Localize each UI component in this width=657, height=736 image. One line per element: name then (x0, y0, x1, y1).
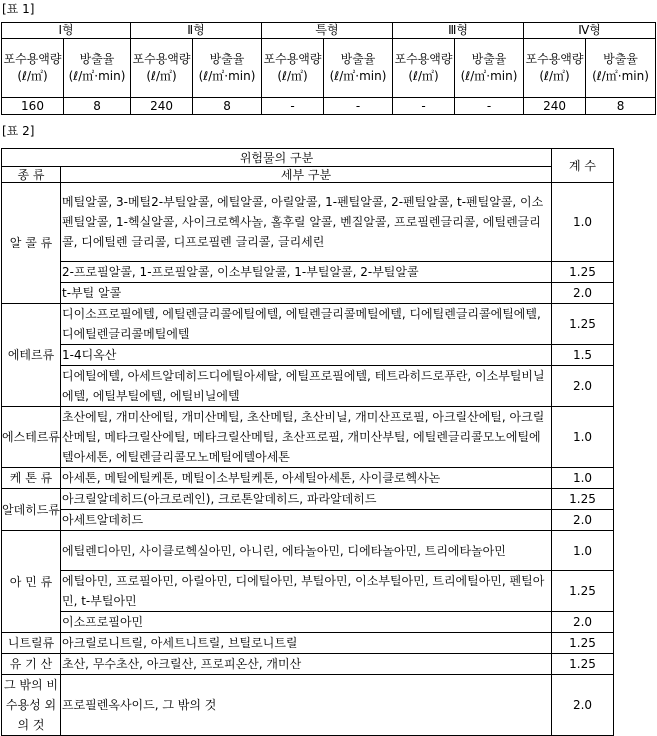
category-cell: 에테르류 (2, 304, 61, 407)
table-row (2, 366, 614, 407)
detail-header: 세부 구분 (61, 167, 552, 183)
coefficient-cell: 1.0 (552, 531, 614, 571)
table-row (2, 304, 614, 345)
detail-cell: 디에틸에텔, 아세트알데히드디에틸아세탈, 에틸프로필에텔, 테트라히드로푸란, 이소부틸비닐에텔, 에틸부틸에텔, 에틸비닐에텔 (61, 366, 552, 407)
table-row (2, 262, 614, 283)
sub-header-row (2, 39, 656, 98)
discharge-rate-header: 방출율 (ℓ/㎡·min) (586, 39, 656, 98)
coefficient-cell: 1.0 (552, 407, 614, 468)
table2-caption: [표 2] (2, 124, 35, 138)
table-row (2, 489, 614, 510)
table-row (2, 633, 614, 654)
category-cell: 에스테르류 (2, 407, 61, 468)
table-row (2, 612, 614, 633)
table-row (2, 345, 614, 366)
category-cell: 알 콜 류 (2, 183, 61, 304)
detail-cell: 프로필렌옥사이드, 그 밖의 것 (61, 675, 552, 736)
detail-cell: 아크릴로니트릴, 아세트니트릴, 브틸로니트릴 (61, 633, 552, 654)
table-row (2, 571, 614, 612)
detail-cell: 이소프로필아민 (61, 612, 552, 633)
table-row (2, 531, 614, 571)
value-cell: - (324, 98, 393, 115)
foam-quantity-header: 포수용액량 (ℓ/㎡) (524, 39, 586, 98)
table-row (2, 675, 614, 736)
value-cell: 8 (193, 98, 262, 115)
coefficient-cell: 1.5 (552, 345, 614, 366)
coefficient-cell: 1.25 (552, 571, 614, 612)
detail-cell: 아세트알데히드 (61, 510, 552, 531)
group-header-type4: Ⅳ형 (524, 23, 656, 39)
table-row (2, 183, 614, 262)
group-header-type2: Ⅱ형 (131, 23, 262, 39)
detail-cell: 2-프로필알콜, 1-프로필알콜, 이소부틸알콜, 1-부틸알콜, 2-부틸알콜 (61, 262, 552, 283)
coefficient-cell: 2.0 (552, 675, 614, 736)
detail-cell: 메틸알콜, 3-메틸2-부틸알콜, 에틸알콜, 아릴알콜, 1-펜틸알콜, 2-펜틸알콜, t-펜틸알콜, 이소펜틸알콜, 1-헥실알콜, 사이크로헥사놀, 홀후릴 알콜, 벤질알콜, 프로필렌글리콜, 에틸렌글리콜, 디에틸렌 글리콜, 디프로필렌 글리콜, 글리세린 (61, 183, 552, 262)
coefficient-cell: 2.0 (552, 510, 614, 531)
value-cell: 160 (2, 98, 64, 115)
foam-quantity-header: 포수용액량 (ℓ/㎡) (262, 39, 324, 98)
coefficient-cell: 1.25 (552, 633, 614, 654)
value-row (2, 98, 656, 115)
coefficient-cell: 1.25 (552, 304, 614, 345)
hazmat-coefficient-table (1, 148, 614, 736)
detail-cell: t-부틸 알콜 (61, 283, 552, 304)
table-row (2, 654, 614, 675)
table-row (2, 510, 614, 531)
group-header-type3: Ⅲ형 (393, 23, 524, 39)
coefficient-cell: 1.25 (552, 489, 614, 510)
value-cell: 240 (131, 98, 193, 115)
foam-discharge-table (1, 22, 656, 115)
value-cell: 8 (586, 98, 656, 115)
discharge-rate-header: 방출율 (ℓ/㎡·min) (455, 39, 524, 98)
foam-quantity-header: 포수용액량 (ℓ/㎡) (393, 39, 455, 98)
foam-quantity-header: 포수용액량 (ℓ/㎡) (2, 39, 64, 98)
category-cell: 케 톤 류 (2, 468, 61, 489)
detail-cell: 에틸아민, 프로필아민, 아릴아민, 디에틸아민, 부틸아민, 이소부틸아민, 트리에틸아민, 펜틸아민, t-부틸아민 (61, 571, 552, 612)
value-cell: - (262, 98, 324, 115)
category-cell: 그 밖의 비수용성 외의 것 (2, 675, 61, 736)
coefficient-cell: 1.0 (552, 468, 614, 489)
category-cell: 알데히드류 (2, 489, 61, 531)
table-row (2, 407, 614, 468)
detail-cell: 초산에틸, 개미산에틸, 개미산메틸, 초산메틸, 초산비닐, 개미산프로필, 아크릴산에틸, 아크릴산메틸, 메타크릴산에틸, 메타크릴산메틸, 초산프로필, 개미산부틸, 에틸렌글리콜모노에틸에텔아세톤, 에틸렌글리콜모노메틸에텔아세톤 (61, 407, 552, 468)
coefficient-header: 계 수 (552, 149, 614, 183)
value-cell: 240 (524, 98, 586, 115)
coefficient-cell: 1.0 (552, 183, 614, 262)
value-cell: - (455, 98, 524, 115)
type-header: 종 류 (2, 167, 61, 183)
category-cell: 니트릴류 (2, 633, 61, 654)
foam-quantity-header: 포수용액량 (ℓ/㎡) (131, 39, 193, 98)
value-cell: - (393, 98, 455, 115)
discharge-rate-header: 방출율 (ℓ/㎡·min) (64, 39, 131, 98)
discharge-rate-header: 방출율 (ℓ/㎡·min) (324, 39, 393, 98)
detail-cell: 디이소프로필에텔, 에틸렌글리콜에틸에텔, 에틸렌글리콜메틸에텔, 디에틸렌글리콜에틸에텔, 디에틸렌글리콜메틸에텔 (61, 304, 552, 345)
detail-cell: 1-4디옥산 (61, 345, 552, 366)
coefficient-cell: 2.0 (552, 612, 614, 633)
classification-header: 위험물의 구분 (2, 149, 552, 167)
coefficient-cell: 1.25 (552, 262, 614, 283)
category-cell: 아 민 류 (2, 531, 61, 633)
table1-caption: [표 1] (2, 2, 35, 16)
detail-cell: 에틸렌디아민, 사이클로헥실아민, 아니린, 에타놀아민, 디에타놀아민, 트리에타놀아민 (61, 531, 552, 571)
group-header-special: 특형 (262, 23, 393, 39)
detail-cell: 초산, 무수초산, 아크릴산, 프로피온산, 개미산 (61, 654, 552, 675)
detail-cell: 아크릴알데히드(아크로레인), 크로톤알데히드, 파라알데히드 (61, 489, 552, 510)
coefficient-cell: 2.0 (552, 283, 614, 304)
table-row (2, 468, 614, 489)
value-cell: 8 (64, 98, 131, 115)
table-row (2, 283, 614, 304)
coefficient-cell: 1.25 (552, 654, 614, 675)
discharge-rate-header: 방출율 (ℓ/㎡·min) (193, 39, 262, 98)
detail-cell: 아세톤, 메틸에틸케톤, 메틸이소부틸케톤, 아세틸아세톤, 사이클로헥사논 (61, 468, 552, 489)
coefficient-cell: 2.0 (552, 366, 614, 407)
category-cell: 유 기 산 (2, 654, 61, 675)
group-header-type1: Ⅰ형 (2, 23, 131, 39)
